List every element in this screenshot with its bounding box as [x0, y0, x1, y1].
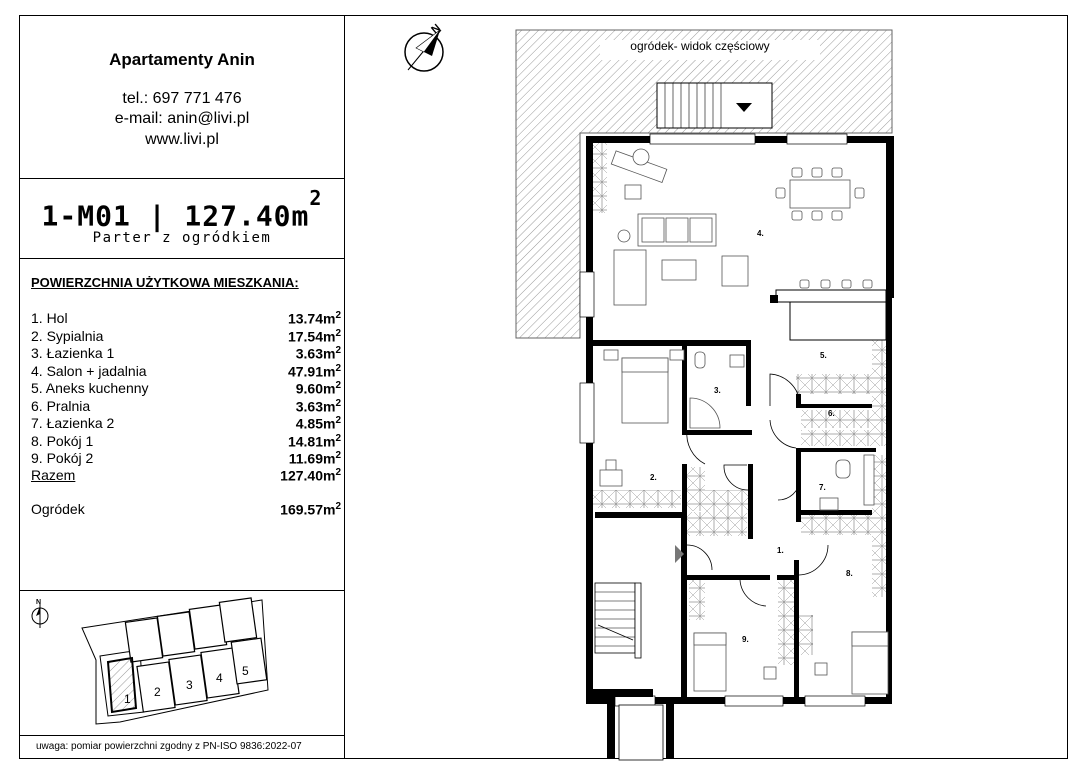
svg-text:1: 1	[124, 692, 131, 706]
svg-text:3: 3	[186, 678, 193, 692]
area-row-label: Razem	[31, 467, 76, 483]
area-row-value: $47.91m^2$	[287, 362, 341, 380]
svg-text:4: 4	[216, 671, 223, 685]
site-selected-unit	[108, 658, 136, 712]
area-row-value: $13.74m^2$	[287, 310, 341, 327]
room-label-7: 7.	[819, 483, 826, 492]
area-row-label: 4. Salon + jadalnia	[31, 362, 147, 379]
measurement-note: uwaga: pomiar powierzchni zgodny z PN-ISO 9836:2022-07	[36, 741, 302, 752]
svg-text:N: N	[36, 599, 42, 606]
area-row-value: $17.54m^2$	[287, 327, 341, 345]
area-row-label: 9. Pokój 2	[31, 450, 94, 466]
room-label-8: 8.	[846, 569, 853, 578]
area-row-label: Ogródek	[31, 501, 85, 517]
room-label-5: 5.	[820, 351, 827, 360]
company-website: www.livi.pl	[145, 131, 219, 148]
svg-text:N: N	[429, 21, 444, 37]
area-row-value: $11.69m^2$	[288, 450, 341, 467]
area-row-label: 6. Pralnia	[31, 397, 91, 414]
room-label-3: 3.	[714, 386, 721, 395]
area-row-value: $4.85m^2$	[295, 415, 341, 432]
area-row-value: $3.63m^2$	[295, 345, 341, 362]
areas-title: POWIERZCHNIA UŻYTKOWA MIESZKANIA:	[31, 275, 299, 290]
company-name: Apartamenty Anin	[109, 50, 255, 69]
unit-code: 1-M01 | $127.40m^2$	[41, 186, 323, 233]
area-row-value: $9.60m^2$	[295, 380, 341, 397]
area-row-label: 1. Hol	[31, 310, 68, 326]
svg-text:2: 2	[154, 685, 161, 699]
site-compass-icon	[32, 599, 48, 628]
unit-subtitle: Parter z ogródkiem	[92, 230, 272, 246]
area-row-label: 8. Pokój 1	[31, 432, 94, 449]
room-label-1: 1.	[777, 546, 784, 555]
area-row-value: $3.63m^2$	[295, 397, 341, 415]
area-row-value: $14.81m^2$	[287, 432, 341, 450]
area-row-label: 5. Aneks kuchenny	[31, 380, 149, 396]
room-label-9: 9.	[742, 635, 749, 644]
room-label-6: 6.	[828, 409, 835, 418]
company-phone: tel.: 697 771 476	[122, 90, 242, 107]
svg-text:5: 5	[242, 664, 249, 678]
area-row-label: 2. Sypialnia	[31, 327, 104, 344]
garden-label: ogródek- widok częściowy	[630, 39, 770, 53]
area-row-label: 7. Łazienka 2	[31, 415, 115, 431]
area-row-label: 3. Łazienka 1	[31, 345, 115, 361]
area-row-value: $169.57m^2$	[280, 501, 341, 518]
company-email: e-mail: anin@livi.pl	[114, 110, 250, 127]
room-label-2: 2.	[650, 473, 657, 482]
area-row-value: $127.40m^2$	[280, 467, 341, 484]
room-label-4: 4.	[757, 229, 764, 238]
